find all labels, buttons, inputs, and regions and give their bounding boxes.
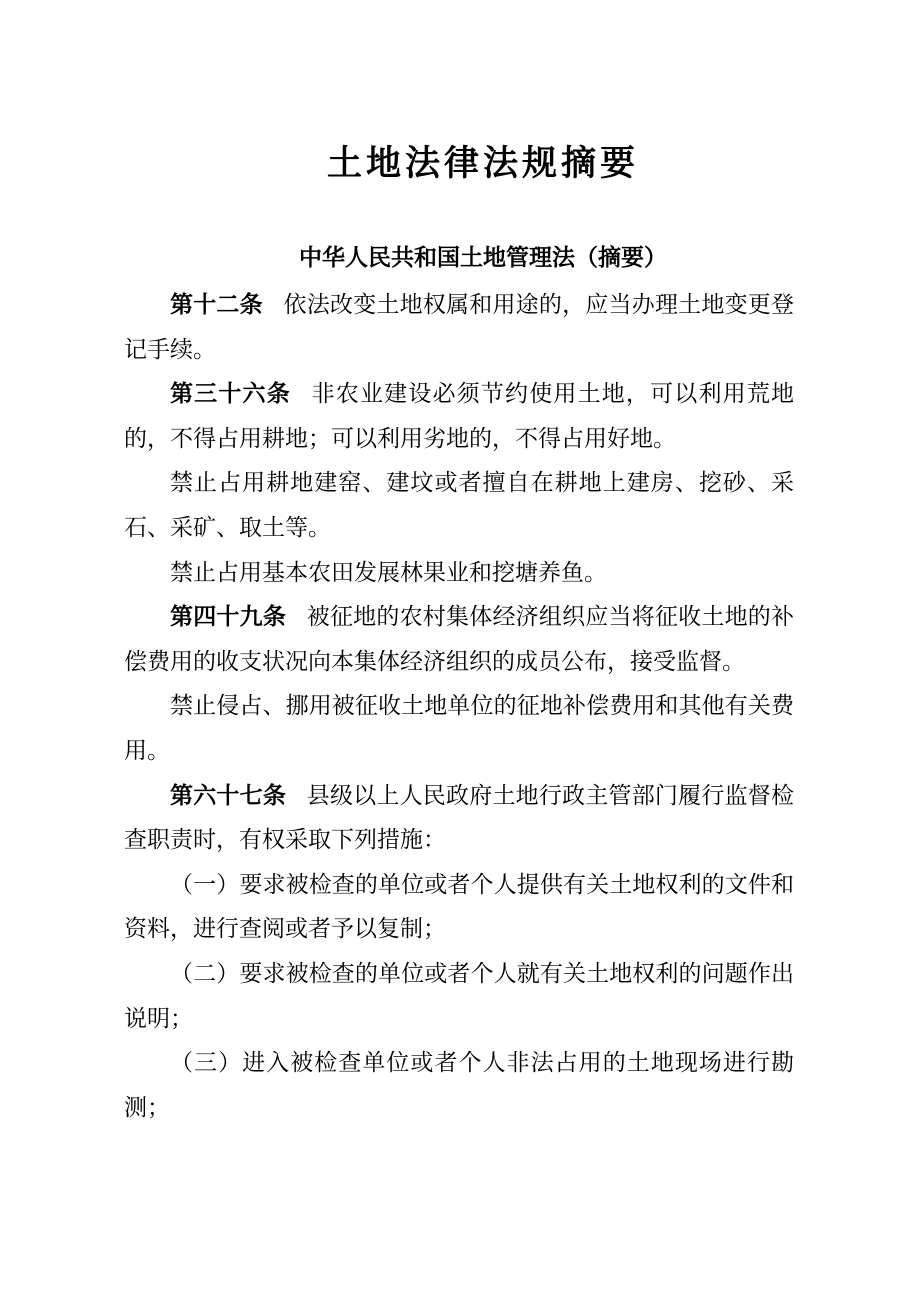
list-item xyxy=(124,863,794,952)
article-number: 第三十六条 xyxy=(170,380,291,408)
law-title: 中华人民共和国土地管理法（摘要） xyxy=(299,244,667,271)
article-paragraph xyxy=(124,774,794,863)
paragraph-text: （二）要求被检查的单位或者个人就有关土地权利的问题作出说明； xyxy=(124,960,794,1032)
paragraph-text: 县级以上人民政府土地行政主管部门履行监督检查职责时，有权采取下列措施： xyxy=(124,782,795,854)
paragraph-text: 禁止占用基本农田发展林果业和挖塘养鱼。 xyxy=(170,559,607,586)
article-number: 第四十九条 xyxy=(170,603,287,631)
paragraph-text: （一）要求被检查的单位或者个人提供有关土地权利的文件和资料，进行查阅或者予以复制； xyxy=(124,871,794,943)
paragraph xyxy=(124,461,794,550)
paragraph-text: 禁止侵占、挪用被征收土地单位的征地补偿费用和其他有关费用。 xyxy=(124,693,794,764)
paragraph xyxy=(124,551,794,596)
article-paragraph xyxy=(124,283,794,372)
article-number: 第十二条 xyxy=(170,291,263,318)
paragraph-text: 被征地的农村集体经济组织应当将征收土地的补偿费用的收支状况向本集体经济组织的成员公布，接受监督。 xyxy=(124,604,795,675)
paragraph-text: 依法改变土地权属和用途的，应当办理土地变更登记手续。 xyxy=(124,292,795,363)
paragraph-text: （三）进入被检查单位或者个人非法占用的土地现场进行勘测； xyxy=(124,1050,794,1121)
article-paragraph xyxy=(124,372,794,461)
paragraph xyxy=(124,684,794,773)
article-number: 第六十七条 xyxy=(170,781,287,809)
article-paragraph xyxy=(124,595,794,684)
document-body xyxy=(124,283,794,1130)
document-title: 土地法律法规摘要 xyxy=(326,143,639,184)
list-item xyxy=(124,1041,794,1130)
paragraph-text: 禁止占用耕地建窑、建坟或者擅自在耕地上建房、挖砂、采石、采矿、取土等。 xyxy=(124,470,794,541)
list-item xyxy=(124,952,794,1041)
paragraph-text: 非农业建设必须节约使用土地，可以利用荒地的，不得占用耕地；可以利用劣地的，不得占用好地。 xyxy=(124,381,795,452)
